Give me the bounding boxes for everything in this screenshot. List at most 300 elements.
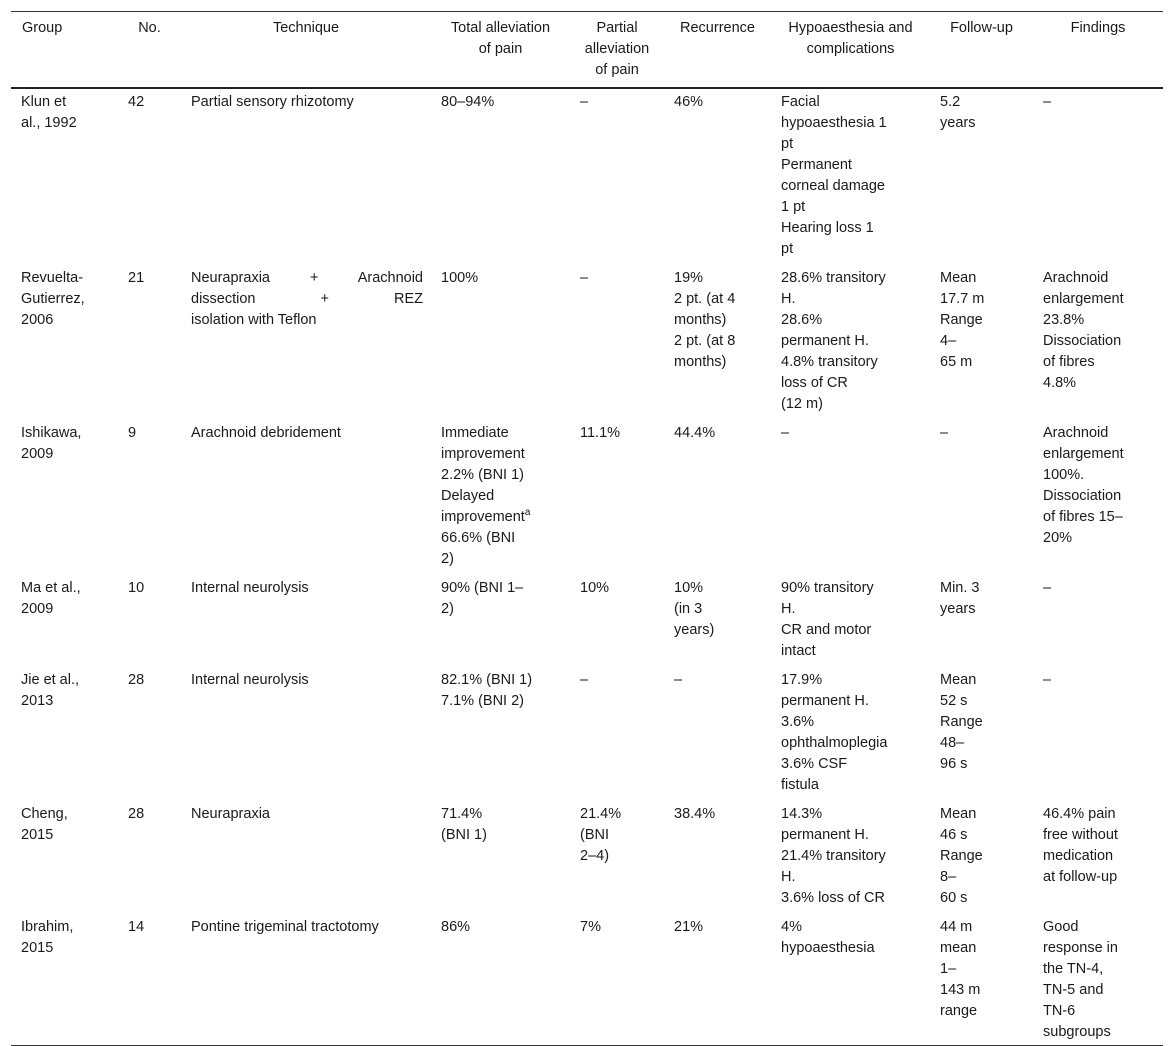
cell-line xyxy=(21,113,110,134)
follow-up-cell xyxy=(930,88,1033,266)
cell-line xyxy=(21,691,110,712)
cell-line xyxy=(441,825,562,846)
cell-line xyxy=(580,825,656,846)
number-cell: 28 xyxy=(128,806,145,822)
cell-line xyxy=(781,846,922,867)
cell-text: 2009 xyxy=(21,446,54,462)
cell-text: 7.1% (BNI 2) xyxy=(441,693,524,709)
cell-text: CR and motor xyxy=(781,622,872,638)
findings-cell xyxy=(1033,668,1163,802)
cell-text: 100%. xyxy=(1043,467,1085,483)
cell-line xyxy=(191,289,423,310)
group-cell xyxy=(11,576,118,668)
cell-text: 46% xyxy=(674,94,704,110)
partial-alleviation-cell xyxy=(570,915,664,1046)
cell-line xyxy=(940,599,1025,620)
cell-text: pt xyxy=(781,241,794,257)
cell-line xyxy=(940,331,1025,352)
cell-text: Mean xyxy=(940,270,977,286)
cell-text: improvement xyxy=(441,446,525,462)
table-body xyxy=(11,88,1163,1046)
table-header xyxy=(11,12,1163,89)
cell-text: Range xyxy=(940,312,983,328)
cell-line xyxy=(1043,959,1155,980)
cell-line xyxy=(1043,310,1155,331)
cell-line xyxy=(781,578,922,599)
cell-text: 28.6% transitory xyxy=(781,270,886,286)
cell-line xyxy=(1043,268,1155,289)
cell-line xyxy=(940,691,1025,712)
cell-text: 90% transitory xyxy=(781,580,874,596)
recurrence-cell xyxy=(664,668,771,802)
cell-text: Gutierrez, xyxy=(21,291,85,307)
cell-text: 11.1% xyxy=(580,425,621,441)
partial-alleviation-cell xyxy=(570,576,664,668)
partial-alleviation-cell xyxy=(570,266,664,421)
cell-text: 48– xyxy=(940,735,965,751)
cell-line: of pain xyxy=(478,41,523,57)
cell-text: pt xyxy=(781,136,794,152)
cell-text: ophthalmoplegia xyxy=(781,735,888,751)
cell-text: 2015 xyxy=(21,827,54,843)
cell-text: Dissociation xyxy=(1043,488,1122,504)
cell-line xyxy=(21,938,110,959)
cell-text: Arachnoid debridement xyxy=(191,425,341,441)
partial-alleviation-cell xyxy=(570,421,664,576)
cell-text: corneal damage xyxy=(781,178,885,194)
technique-cell xyxy=(181,802,431,915)
comparison-table xyxy=(11,11,1163,1046)
cell-text: 80–94% xyxy=(441,94,495,110)
cell-line xyxy=(1043,867,1155,888)
cell-text: years) xyxy=(674,622,715,638)
cell-text: 2013 xyxy=(21,693,54,709)
cell-text: the TN-4, xyxy=(1043,961,1104,977)
partial-alleviation-cell xyxy=(570,802,664,915)
cell-text: 2 pt. (at 4 xyxy=(674,291,736,307)
cell-line xyxy=(191,917,423,938)
number-cell: 9 xyxy=(128,425,137,441)
cell-line xyxy=(781,867,922,888)
cell-text: 23.8% xyxy=(1043,312,1085,328)
cell-text: 65 m xyxy=(940,354,973,370)
cell-text: 20% xyxy=(1043,530,1073,546)
cell-text: Mean xyxy=(940,672,977,688)
cell-text: 143 m xyxy=(940,982,981,998)
cell-line xyxy=(1043,980,1155,1001)
cell-text: Klun et xyxy=(21,94,67,110)
cell-line xyxy=(1043,938,1155,959)
cell-line xyxy=(21,917,110,938)
cell-text: 66.6% (BNI xyxy=(441,530,516,546)
cell-text: 52 s xyxy=(940,693,968,709)
hypoaesthesia-cell xyxy=(771,421,930,576)
cell-text: 8– xyxy=(940,869,957,885)
cell-text: 4– xyxy=(940,333,957,349)
cell-line xyxy=(781,134,922,155)
cell-line xyxy=(1043,465,1155,486)
header-findings: Findings xyxy=(1033,12,1163,89)
group-cell xyxy=(11,668,118,802)
cell-text: Mean xyxy=(940,806,977,822)
cell-line xyxy=(781,888,922,909)
cell-line xyxy=(940,423,1025,444)
cell-line xyxy=(781,804,922,825)
cell-line xyxy=(781,373,922,394)
cell-line xyxy=(940,888,1025,909)
cell-line xyxy=(21,289,110,310)
recurrence-cell xyxy=(664,266,771,421)
cell-text: 2–4) xyxy=(580,848,610,864)
cell-line xyxy=(191,670,423,691)
cell-text: 21.4% xyxy=(580,806,622,822)
cell-text: – xyxy=(674,672,683,688)
total-alleviation-cell xyxy=(431,421,570,576)
cell-line xyxy=(21,444,110,465)
cell-line xyxy=(674,423,763,444)
cell-line xyxy=(580,578,656,599)
number-cell: 21 xyxy=(128,270,145,286)
cell-text: Dissociation xyxy=(1043,333,1122,349)
total-alleviation-cell xyxy=(431,88,570,266)
cell-text: at follow-up xyxy=(1043,869,1118,885)
hypoaesthesia-cell xyxy=(771,266,930,421)
cell-line xyxy=(940,113,1025,134)
technique-cell xyxy=(181,668,431,802)
cell-line xyxy=(940,310,1025,331)
cell-text: permanent H. xyxy=(781,827,869,843)
cell-line: Total alleviation xyxy=(450,20,551,36)
cell-line xyxy=(441,670,562,691)
cell-line xyxy=(580,268,656,289)
cell-line xyxy=(1043,423,1155,444)
cell-line xyxy=(441,917,562,938)
cell-line xyxy=(1043,846,1155,867)
cell-text: 90% (BNI 1– xyxy=(441,580,524,596)
cell-text: Permanent xyxy=(781,157,852,173)
cell-text: Hearing loss 1 xyxy=(781,220,874,236)
cell-text: – xyxy=(781,425,790,441)
follow-up-cell xyxy=(930,576,1033,668)
cell-line xyxy=(674,331,763,352)
technique-cell xyxy=(181,88,431,266)
cell-text: Revuelta- xyxy=(21,270,84,286)
follow-up-cell xyxy=(930,266,1033,421)
cell-text: medication xyxy=(1043,848,1114,864)
cell-line xyxy=(1043,670,1155,691)
cell-text: years xyxy=(940,601,976,617)
cell-line xyxy=(781,620,922,641)
cell-text: – xyxy=(580,94,589,110)
cell-text: mean xyxy=(940,940,977,956)
cell-text: Cheng, xyxy=(21,806,68,822)
cell-line xyxy=(940,938,1025,959)
cell-text: – xyxy=(1043,580,1052,596)
cell-text: 3.6% xyxy=(781,714,815,730)
cell-line xyxy=(674,268,763,289)
cell-line xyxy=(940,980,1025,1001)
cell-text: loss of CR xyxy=(781,375,848,391)
hypoaesthesia-cell xyxy=(771,88,930,266)
table-row xyxy=(11,88,1163,266)
cell-text: permanent H. xyxy=(781,333,869,349)
group-cell xyxy=(11,88,118,266)
cell-text: months) xyxy=(674,312,727,328)
cell-text: 46 s xyxy=(940,827,968,843)
cell-line: complications xyxy=(806,41,895,57)
cell-text: 1– xyxy=(940,961,957,977)
group-cell xyxy=(11,802,118,915)
technique-cell xyxy=(181,915,431,1046)
cell-line xyxy=(781,176,922,197)
cell-text: Jie et al., xyxy=(21,672,80,688)
cell-text: 4% xyxy=(781,919,802,935)
cell-line xyxy=(674,917,763,938)
cell-line xyxy=(940,712,1025,733)
cell-text: 1 pt xyxy=(781,199,806,215)
partial-alleviation-cell xyxy=(570,668,664,802)
cell-line xyxy=(1043,486,1155,507)
cell-text: – xyxy=(940,425,949,441)
cell-line xyxy=(441,804,562,825)
technique-cell xyxy=(181,421,431,576)
recurrence-cell xyxy=(664,576,771,668)
cell-line xyxy=(580,846,656,867)
cell-text: free without xyxy=(1043,827,1118,843)
cell-text: Min. 3 xyxy=(940,580,980,596)
table-row xyxy=(11,421,1163,576)
cell-line xyxy=(580,423,656,444)
cell-line xyxy=(781,691,922,712)
cell-text: enlargement xyxy=(1043,291,1124,307)
findings-cell xyxy=(1033,915,1163,1046)
cell-line xyxy=(781,310,922,331)
cell-text: 96 s xyxy=(940,756,968,772)
cell-line xyxy=(1043,917,1155,938)
cell-line xyxy=(781,670,922,691)
cell-text: 17.7 m xyxy=(940,291,985,307)
cell-text: 4.8% transitory xyxy=(781,354,878,370)
cell-line xyxy=(674,310,763,331)
hypoaesthesia-cell xyxy=(771,576,930,668)
cell-text: subgroups xyxy=(1043,1024,1111,1040)
cell-line xyxy=(441,507,562,528)
cell-text: Immediate xyxy=(441,425,509,441)
cell-text: H. xyxy=(781,291,796,307)
recurrence-cell xyxy=(664,421,771,576)
cell-line xyxy=(1043,578,1155,599)
cell-line xyxy=(781,113,922,134)
recurrence-cell xyxy=(664,88,771,266)
cell-line xyxy=(781,754,922,775)
cell-text: 4.8% xyxy=(1043,375,1077,391)
cell-line xyxy=(940,1001,1025,1022)
cell-line xyxy=(781,712,922,733)
cell-text: Neurapraxia xyxy=(191,806,270,822)
cell-line xyxy=(1043,825,1155,846)
cell-text: range xyxy=(940,1003,978,1019)
cell-text: 21.4% transitory xyxy=(781,848,886,864)
cell-text: 71.4% xyxy=(441,806,483,822)
cell-line xyxy=(674,578,763,599)
findings-cell xyxy=(1033,88,1163,266)
cell-line xyxy=(781,155,922,176)
cell-line xyxy=(940,754,1025,775)
cell-text: 46.4% pain xyxy=(1043,806,1116,822)
cell-line xyxy=(1043,444,1155,465)
cell-text: (12 m) xyxy=(781,396,823,412)
cell-line xyxy=(441,92,562,113)
cell-line xyxy=(940,92,1025,113)
cell-line xyxy=(1043,1022,1155,1043)
cell-text: Facial xyxy=(781,94,820,110)
follow-up-cell xyxy=(930,421,1033,576)
cell-line xyxy=(781,599,922,620)
cell-text: – xyxy=(580,672,589,688)
cell-line xyxy=(674,92,763,113)
cell-line xyxy=(781,92,922,113)
cell-text: 17.9% xyxy=(781,672,823,688)
hypoaesthesia-cell xyxy=(771,802,930,915)
cell-text: 38.4% xyxy=(674,806,716,822)
cell-text: Arachnoid xyxy=(1043,425,1109,441)
cell-line xyxy=(940,917,1025,938)
total-alleviation-cell xyxy=(431,915,570,1046)
cell-text: permanent H. xyxy=(781,693,869,709)
cell-text: 14.3% xyxy=(781,806,823,822)
cell-text: 60 s xyxy=(940,890,968,906)
cell-text: 2015 xyxy=(21,940,54,956)
technique-cell xyxy=(181,576,431,668)
cell-line xyxy=(441,486,562,507)
group-cell xyxy=(11,915,118,1046)
cell-line xyxy=(21,92,110,113)
cell-line xyxy=(1043,289,1155,310)
cell-line xyxy=(1043,331,1155,352)
cell-line xyxy=(940,733,1025,754)
cell-line xyxy=(940,289,1025,310)
cell-line xyxy=(1043,528,1155,549)
cell-text: 3.6% loss of CR xyxy=(781,890,885,906)
cell-line xyxy=(674,289,763,310)
cell-text: 21% xyxy=(674,919,704,935)
total-alleviation-cell xyxy=(431,802,570,915)
cell-text: 86% xyxy=(441,919,471,935)
number-cell: 14 xyxy=(118,915,181,1046)
cell-text: Internal neurolysis xyxy=(191,580,309,596)
cell-text: 2006 xyxy=(21,312,54,328)
cell-line xyxy=(781,268,922,289)
cell-text: H. xyxy=(781,601,796,617)
cell-text: 10% xyxy=(674,580,704,596)
header-no: No. xyxy=(118,12,181,89)
cell-line xyxy=(441,691,562,712)
cell-line xyxy=(781,938,922,959)
header-recurrence: Recurrence xyxy=(664,12,771,89)
cell-text: 3.6% CSF xyxy=(781,756,848,772)
cell-line xyxy=(580,92,656,113)
follow-up-cell xyxy=(930,668,1033,802)
header-row xyxy=(11,12,1163,89)
cell-line xyxy=(191,804,423,825)
header-technique: Technique xyxy=(181,12,431,89)
cell-line xyxy=(1043,373,1155,394)
table-row xyxy=(11,668,1163,802)
cell-line xyxy=(21,423,110,444)
cell-line xyxy=(21,578,110,599)
findings-cell xyxy=(1033,266,1163,421)
cell-line xyxy=(781,733,922,754)
cell-text: 5.2 xyxy=(940,94,961,110)
number-cell: 42 xyxy=(128,94,145,110)
cell-text: H. xyxy=(781,869,796,885)
header-total-alleviation xyxy=(431,12,570,89)
cell-text: Arachnoid xyxy=(1043,270,1109,286)
cell-text: Partial sensory rhizotomy xyxy=(191,94,354,110)
cell-line xyxy=(674,670,763,691)
cell-line xyxy=(674,620,763,641)
cell-line xyxy=(191,92,423,113)
footnote-marker: a xyxy=(524,507,531,519)
findings-cell xyxy=(1033,802,1163,915)
cell-text: – xyxy=(1043,672,1052,688)
cell-line xyxy=(191,310,423,331)
cell-text: 82.1% (BNI 1) xyxy=(441,672,533,688)
cell-text: (BNI xyxy=(580,827,609,843)
cell-text: TN-5 and xyxy=(1043,982,1104,998)
cell-line xyxy=(781,218,922,239)
cell-line xyxy=(674,804,763,825)
cell-line xyxy=(441,578,562,599)
cell-line: Hypoaesthesia and xyxy=(788,20,913,36)
cell-text: Ibrahim, xyxy=(21,919,74,935)
cell-line xyxy=(781,917,922,938)
cell-line xyxy=(781,641,922,662)
cell-line xyxy=(441,465,562,486)
hypoaesthesia-cell xyxy=(771,915,930,1046)
cell-line xyxy=(21,268,110,289)
cell-line xyxy=(940,804,1025,825)
cell-line xyxy=(21,804,110,825)
cell-line xyxy=(580,917,656,938)
cell-line xyxy=(940,268,1025,289)
cell-text: enlargement xyxy=(1043,446,1124,462)
number-cell: 28 xyxy=(128,672,145,688)
cell-text: Range xyxy=(940,848,983,864)
cell-line xyxy=(940,959,1025,980)
cell-text: Delayed xyxy=(441,488,495,504)
cell-line xyxy=(191,578,423,599)
cell-line xyxy=(781,825,922,846)
group-cell xyxy=(11,421,118,576)
cell-text: response in xyxy=(1043,940,1118,956)
cell-line xyxy=(674,599,763,620)
cell-text: 10% xyxy=(580,580,610,596)
cell-text: 19% xyxy=(674,270,704,286)
cell-text: dissection + REZ xyxy=(191,291,423,307)
cell-text: isolation with Teflon xyxy=(191,312,317,328)
table-row xyxy=(11,802,1163,915)
cell-text: Ma et al., xyxy=(21,580,81,596)
recurrence-cell xyxy=(664,915,771,1046)
cell-line xyxy=(1043,92,1155,113)
cell-line xyxy=(580,670,656,691)
cell-text: 7% xyxy=(580,919,601,935)
cell-text: (in 3 xyxy=(674,601,703,617)
cell-line xyxy=(441,423,562,444)
header-hypoaesthesia xyxy=(771,12,930,89)
cell-text: fistula xyxy=(781,777,819,793)
